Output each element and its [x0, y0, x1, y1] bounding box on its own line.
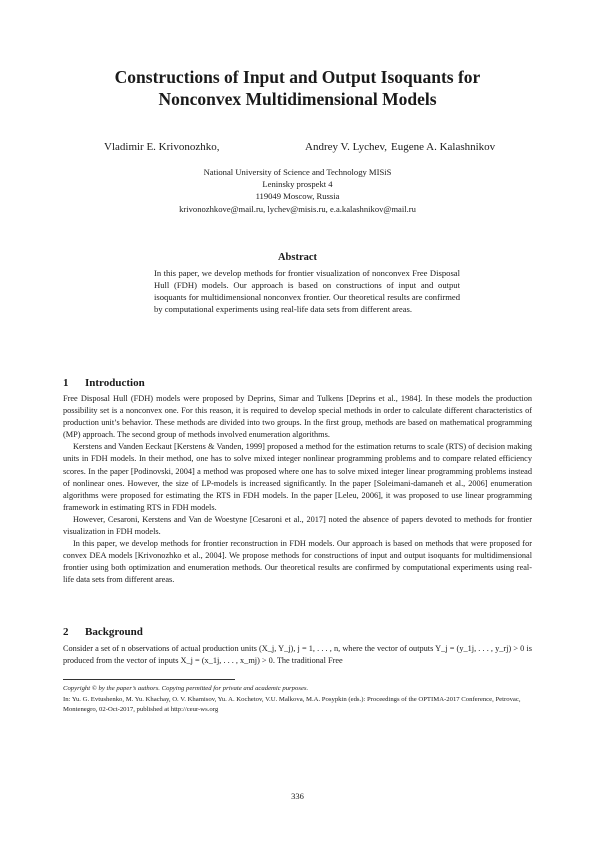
paragraph: Consider a set of n observations of actual production units (X_j, Y_j), j = 1, . . . , n, where the vector of outputs Y_j = (y_1j, . . . , y_rj) > 0 is produced from the vector of inputs X_j = (x_1j, . . . , x_mj) > 0. The traditional Free	[63, 644, 532, 666]
section-heading-introduction	[63, 377, 145, 389]
paragraph: In this paper, we develop methods for frontier reconstruction in FDH models. Our approach is based on methods that were proposed for convex DEA models [Krivonozhko et al., 2004]. We propose methods for constructions of input and output isoquants for multidimensional frontier using both optimization and enumeration methods. Our theoretical results are confirmed by computational experiments using real-life data sets from different areas.	[63, 539, 532, 585]
author-3: Eugene A. Kalashnikov	[391, 141, 496, 153]
background-body	[63, 643, 532, 667]
author-1: Vladimir E. Krivonozhko,	[104, 141, 220, 153]
affiliation-institution: National University of Science and Technology MISiS	[203, 167, 392, 177]
page-number: 336	[291, 791, 304, 801]
title-line-2: Nonconvex Multidimensional Models	[158, 89, 437, 109]
author-list	[60, 141, 535, 157]
paragraph: Kerstens and Vanden Eeckaut [Kerstens & Vanden, 1999] proposed a method for the estimation returns to scale (RTS) of decision making units in FDH models. In their method, one has to solve mixed integer nonlinear programming problems and to compare related efficiency scores. In the paper [Podinovski, 2004] a method was proposed where one has to solve mixed integer linear programming problems instead of nonlinear ones. However, the size of LP-models is increased significantly. In the paper [Soleimani-damaneh et al., 2006] enumeration algorithms were proposed for estimating the RTS in FDH models. In the paper [Leleu, 2006], it was proposed to use linear programming framework in estimating RTS in FDH models.	[63, 442, 532, 512]
paragraph: However, Cesaroni, Kerstens and Van de Woestyne [Cesaroni et al., 2017] noted the absence of papers devoted to methods for frontier visualization in FDH models.	[63, 514, 532, 537]
affiliation-block	[60, 166, 535, 215]
section-number: 2	[63, 626, 69, 638]
affiliation-street: Leninsky prospekt 4	[262, 179, 333, 190]
introduction-body	[63, 393, 532, 587]
section-title: Background	[85, 626, 143, 638]
footnote-divider	[63, 679, 235, 680]
section-heading-background	[63, 626, 143, 638]
section-title: Introduction	[85, 377, 145, 389]
paragraph: Free Disposal Hull (FDH) models were proposed by Deprins, Simar and Tulkens [Deprins et al., 1984]. In these models the production possibility set is a nonconvex one. For this reason, it is required to develop special methods in order to calculate different characteristics of production unit’s behavior. These methods are divided into two groups. In the first group, methods are based on mathematical programming (MP) approach. The second group of methods involved enumeration algorithms.	[63, 394, 532, 440]
affiliation-city: 119049 Moscow, Russia	[255, 191, 340, 202]
paper-title	[60, 66, 535, 110]
copyright-notice: Copyright © by the paper’s authors. Copying permitted for private and academic purposes.	[63, 685, 309, 692]
section-number: 1	[63, 377, 69, 389]
abstract-text: In this paper, we develop methods for frontier visualization of nonconvex Free Disposal Hull (FDH) models. Our approach is based on constructions of input and output isoquants for multidimensional nonconvex frontier. Our theoretical results are confirmed by computational experiments using real-life data sets from different areas.	[154, 268, 460, 315]
title-line-1: Constructions of Input and Output Isoquants for	[114, 67, 481, 87]
proceedings-citation: In: Yu. G. Evtushenko, M. Yu. Khachay, O. V. Khamisov, Yu. A. Kochetov, V.U. Malkova, M.A. Posypkin (eds.): Proceedings of the OPTIMA-2017 Conference, Petrovac, Montenegro, 02-Oct-2017, published at http://ceur-ws.org	[63, 696, 521, 714]
footnote	[63, 684, 532, 715]
abstract-heading: Abstract	[277, 252, 318, 263]
author-2: Andrey V. Lychev,	[305, 141, 387, 153]
affiliation-emails: krivonozhkove@mail.ru, lychev@misis.ru, e.a.kalashnikov@mail.ru	[179, 203, 416, 214]
